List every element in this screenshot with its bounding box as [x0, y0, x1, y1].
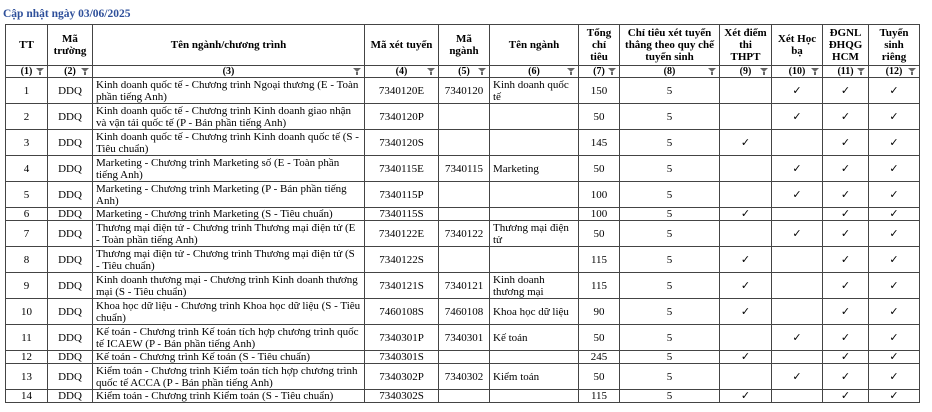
header-major-name: Tên ngành: [490, 25, 579, 66]
program-name-cell: Kế toán - Chương trình Kế toán tích hợp chương trình quốc tế ICAEW (P - Bán phần tiếng Anh): [93, 325, 365, 351]
header-dgnl: ĐGNL ĐHQG HCM: [823, 25, 869, 66]
rieng-cell: [869, 364, 920, 390]
column-number-label: (7): [593, 66, 605, 77]
check-mark-icon: ✓: [840, 330, 851, 344]
column-number-label: (6): [528, 66, 540, 77]
check-mark-icon: ✓: [840, 389, 851, 402]
check-mark-icon: ✓: [740, 389, 751, 402]
column-number-12: [869, 66, 920, 78]
check-mark-icon: ✓: [792, 330, 802, 344]
admission-code-cell: 7340122E: [365, 221, 439, 247]
check-mark-icon: ✓: [840, 135, 851, 149]
major-name-cell: [490, 247, 579, 273]
direct-quota-cell: 5: [620, 78, 720, 104]
total-quota-cell: 115: [579, 273, 620, 299]
filter-icon[interactable]: [567, 68, 575, 75]
header-tt: TT: [6, 25, 48, 66]
thpt-cell: [720, 182, 772, 208]
rieng-cell: [869, 221, 920, 247]
header-thpt: Xét điểm thi THPT: [720, 25, 772, 66]
hocba-cell: [772, 351, 823, 364]
filter-icon[interactable]: [608, 68, 616, 75]
admission-code-cell: 7340301P: [365, 325, 439, 351]
check-mark-icon: ✓: [840, 187, 851, 201]
total-quota-cell: 100: [579, 182, 620, 208]
hocba-cell: [772, 182, 823, 208]
rieng-cell: [869, 182, 920, 208]
check-mark-icon: ✓: [889, 207, 899, 220]
check-mark-icon: ✓: [792, 226, 802, 240]
major-code-cell: [439, 247, 490, 273]
program-name-cell: Kiểm toán - Chương trình Kiểm toán tích hợp chương trình quốc tế ACCA (P - Bán phần tiếng Anh): [93, 364, 365, 390]
direct-quota-cell: 5: [620, 208, 720, 221]
check-mark-icon: ✓: [889, 135, 899, 149]
admission-code-cell: 7340302S: [365, 390, 439, 403]
column-number-label: (4): [395, 66, 408, 77]
table-row: [6, 78, 920, 104]
table-row: [6, 156, 920, 182]
major-code-cell: 7340302: [439, 364, 490, 390]
direct-quota-cell: 5: [620, 351, 720, 364]
direct-quota-cell: 5: [620, 390, 720, 403]
major-code-cell: [439, 130, 490, 156]
dgnl-cell: [823, 156, 869, 182]
row-number-cell: 6: [6, 208, 48, 221]
thpt-cell: [720, 325, 772, 351]
school-code-cell: DDQ: [48, 390, 93, 403]
dgnl-cell: [823, 351, 869, 364]
total-quota-cell: 100: [579, 208, 620, 221]
direct-quota-cell: 5: [620, 130, 720, 156]
column-number-6: [490, 66, 579, 78]
column-number-1: [6, 66, 48, 78]
row-number-cell: 3: [6, 130, 48, 156]
major-code-cell: [439, 390, 490, 403]
major-code-cell: [439, 182, 490, 208]
program-name-cell: Khoa học dữ liệu - Chương trình Khoa học dữ liệu (S - Tiêu chuẩn): [93, 299, 365, 325]
admission-code-cell: 7340120P: [365, 104, 439, 130]
total-quota-cell: 50: [579, 104, 620, 130]
check-mark-icon: ✓: [840, 109, 851, 123]
hocba-cell: [772, 364, 823, 390]
check-mark-icon: ✓: [889, 389, 899, 402]
column-number-label: (2): [64, 66, 76, 77]
hocba-cell: [772, 221, 823, 247]
check-mark-icon: ✓: [889, 83, 899, 97]
thpt-cell: [720, 221, 772, 247]
school-code-cell: DDQ: [48, 208, 93, 221]
hocba-cell: [772, 130, 823, 156]
column-number-label: (11): [837, 66, 854, 77]
column-number-label: (5): [458, 66, 470, 77]
dgnl-cell: [823, 78, 869, 104]
major-name-cell: Khoa học dữ liệu: [490, 299, 579, 325]
header-total-quota: Tổng chỉ tiêu: [579, 25, 620, 66]
program-name-cell: Kế toán - Chương trình Kế toán (S - Tiêu chuẩn): [93, 351, 365, 364]
rieng-cell: [869, 156, 920, 182]
check-mark-icon: ✓: [740, 207, 751, 220]
row-number-cell: 4: [6, 156, 48, 182]
thpt-cell: [720, 208, 772, 221]
school-code-cell: DDQ: [48, 130, 93, 156]
check-mark-icon: ✓: [889, 161, 899, 175]
program-name-cell: Kinh doanh quốc tế - Chương trình Ngoại thương (E - Toàn phần tiếng Anh): [93, 78, 365, 104]
direct-quota-cell: 5: [620, 247, 720, 273]
check-mark-icon: ✓: [840, 161, 851, 175]
rieng-cell: [869, 78, 920, 104]
table-row: [6, 104, 920, 130]
check-mark-icon: ✓: [792, 109, 802, 123]
header-tuyen-sinh-rieng: Tuyển sinh riêng: [869, 25, 920, 66]
major-code-cell: 7340121: [439, 273, 490, 299]
table-row: [6, 390, 920, 403]
direct-quota-cell: 5: [620, 104, 720, 130]
school-code-cell: DDQ: [48, 156, 93, 182]
thpt-cell: [720, 104, 772, 130]
filter-icon[interactable]: [81, 68, 89, 75]
total-quota-cell: 245: [579, 351, 620, 364]
filter-icon[interactable]: [811, 68, 819, 75]
thpt-cell: [720, 390, 772, 403]
admission-code-cell: 7340302P: [365, 364, 439, 390]
direct-quota-cell: 5: [620, 221, 720, 247]
admissions-table: [5, 24, 920, 403]
total-quota-cell: 150: [579, 78, 620, 104]
total-quota-cell: 145: [579, 130, 620, 156]
major-name-cell: Marketing: [490, 156, 579, 182]
major-code-cell: [439, 104, 490, 130]
check-mark-icon: ✓: [840, 278, 851, 292]
check-mark-icon: ✓: [792, 369, 802, 383]
row-number-cell: 8: [6, 247, 48, 273]
hocba-cell: [772, 299, 823, 325]
check-mark-icon: ✓: [740, 350, 751, 363]
rieng-cell: [869, 130, 920, 156]
check-mark-icon: ✓: [889, 330, 899, 344]
check-mark-icon: ✓: [740, 278, 751, 292]
header-direct-quota: Chỉ tiêu xét tuyển thẳng theo quy chế tuyển sinh: [620, 25, 720, 66]
column-number-label: (12): [885, 66, 903, 77]
direct-quota-cell: 5: [620, 182, 720, 208]
hocba-cell: [772, 104, 823, 130]
hocba-cell: [772, 208, 823, 221]
table-row: [6, 247, 920, 273]
total-quota-cell: 115: [579, 390, 620, 403]
filter-icon[interactable]: [760, 68, 768, 75]
check-mark-icon: ✓: [889, 369, 899, 383]
hocba-cell: [772, 273, 823, 299]
rieng-cell: [869, 208, 920, 221]
table-row: [6, 364, 920, 390]
hocba-cell: [772, 325, 823, 351]
admission-code-cell: 7340120S: [365, 130, 439, 156]
check-mark-icon: ✓: [840, 350, 851, 363]
rieng-cell: [869, 390, 920, 403]
total-quota-cell: 50: [579, 156, 620, 182]
check-mark-icon: ✓: [840, 252, 851, 266]
school-code-cell: DDQ: [48, 104, 93, 130]
header-admission-code: Mã xét tuyển: [365, 25, 439, 66]
column-number-label: (9): [739, 66, 752, 77]
header-school-code: Mã trường: [48, 25, 93, 66]
major-code-cell: [439, 208, 490, 221]
column-number-7: [579, 66, 620, 78]
major-name-cell: Kế toán: [490, 325, 579, 351]
major-code-cell: 7340120: [439, 78, 490, 104]
dgnl-cell: [823, 364, 869, 390]
check-mark-icon: ✓: [889, 109, 899, 123]
school-code-cell: DDQ: [48, 325, 93, 351]
direct-quota-cell: 5: [620, 325, 720, 351]
total-quota-cell: 115: [579, 247, 620, 273]
check-mark-icon: ✓: [840, 304, 851, 318]
admission-code-cell: 7340301S: [365, 351, 439, 364]
program-name-cell: Marketing - Chương trình Marketing (S - Tiêu chuẩn): [93, 208, 365, 221]
program-name-cell: Kiểm toán - Chương trình Kiểm toán (S - Tiêu chuẩn): [93, 390, 365, 403]
program-name-cell: Marketing - Chương trình Marketing (P - Bán phần tiếng Anh): [93, 182, 365, 208]
check-mark-icon: ✓: [792, 83, 802, 97]
check-mark-icon: ✓: [740, 304, 751, 318]
row-number-cell: 1: [6, 78, 48, 104]
row-number-cell: 13: [6, 364, 48, 390]
rieng-cell: [869, 351, 920, 364]
check-mark-icon: ✓: [840, 369, 851, 383]
admission-code-cell: 7340115E: [365, 156, 439, 182]
table-row: [6, 351, 920, 364]
program-name-cell: Kinh doanh thương mại - Chương trình Kinh doanh thương mại (S - Tiêu chuẩn): [93, 273, 365, 299]
thpt-cell: [720, 364, 772, 390]
major-name-cell: [490, 390, 579, 403]
major-code-cell: 7340301: [439, 325, 490, 351]
check-mark-icon: ✓: [889, 304, 899, 318]
check-mark-icon: ✓: [889, 226, 899, 240]
school-code-cell: DDQ: [48, 78, 93, 104]
column-number-label: (8): [663, 66, 676, 77]
admission-code-cell: 7340115S: [365, 208, 439, 221]
school-code-cell: DDQ: [48, 351, 93, 364]
admission-code-cell: 7460108S: [365, 299, 439, 325]
column-number-5: [439, 66, 490, 78]
program-name-cell: Kinh doanh quốc tế - Chương trình Kinh doanh giao nhận và vận tải quốc tế (P - Bán phần tiếng Anh): [93, 104, 365, 130]
dgnl-cell: [823, 104, 869, 130]
admission-code-cell: 7340120E: [365, 78, 439, 104]
thpt-cell: [720, 156, 772, 182]
column-number-8: [620, 66, 720, 78]
check-mark-icon: ✓: [889, 252, 899, 266]
filter-icon[interactable]: [478, 68, 486, 75]
row-number-cell: 12: [6, 351, 48, 364]
check-mark-icon: ✓: [889, 187, 899, 201]
school-code-cell: DDQ: [48, 221, 93, 247]
check-mark-icon: ✓: [792, 161, 802, 175]
table-row: [6, 130, 920, 156]
rieng-cell: [869, 299, 920, 325]
check-mark-icon: ✓: [792, 187, 802, 201]
column-number-9: [720, 66, 772, 78]
major-name-cell: Kinh doanh quốc tế: [490, 78, 579, 104]
thpt-cell: [720, 247, 772, 273]
major-name-cell: Kiểm toán: [490, 364, 579, 390]
table-row: [6, 299, 920, 325]
major-name-cell: [490, 208, 579, 221]
major-name-cell: Thương mại điện tử: [490, 221, 579, 247]
major-code-cell: 7340115: [439, 156, 490, 182]
program-name-cell: Thương mại điện tử - Chương trình Thương mại điện tử (E - Toàn phần tiếng Anh): [93, 221, 365, 247]
row-number-cell: 11: [6, 325, 48, 351]
school-code-cell: DDQ: [48, 364, 93, 390]
major-name-cell: [490, 351, 579, 364]
major-code-cell: 7460108: [439, 299, 490, 325]
school-code-cell: DDQ: [48, 247, 93, 273]
thpt-cell: [720, 351, 772, 364]
direct-quota-cell: 5: [620, 156, 720, 182]
header-major-code: Mã ngành: [439, 25, 490, 66]
program-name-cell: Marketing - Chương trình Marketing số (E - Toàn phần tiếng Anh): [93, 156, 365, 182]
row-number-cell: 7: [6, 221, 48, 247]
dgnl-cell: [823, 299, 869, 325]
thpt-cell: [720, 78, 772, 104]
column-number-11: [823, 66, 869, 78]
major-code-cell: 7340122: [439, 221, 490, 247]
dgnl-cell: [823, 130, 869, 156]
hocba-cell: [772, 156, 823, 182]
filter-icon[interactable]: [708, 68, 716, 75]
program-name-cell: Thương mại điện tử - Chương trình Thương mại điện tử (S - Tiêu chuẩn): [93, 247, 365, 273]
dgnl-cell: [823, 273, 869, 299]
filter-icon[interactable]: [908, 68, 916, 75]
filter-icon[interactable]: [857, 68, 865, 75]
major-name-cell: [490, 182, 579, 208]
check-mark-icon: ✓: [840, 226, 851, 240]
table-row: [6, 273, 920, 299]
check-mark-icon: ✓: [840, 83, 851, 97]
dgnl-cell: [823, 390, 869, 403]
major-code-cell: [439, 351, 490, 364]
check-mark-icon: ✓: [740, 135, 751, 149]
row-number-cell: 9: [6, 273, 48, 299]
row-number-cell: 5: [6, 182, 48, 208]
column-number-row: [6, 66, 920, 78]
direct-quota-cell: 5: [620, 273, 720, 299]
update-date-label: Cập nhật ngày 03/06/2025: [3, 8, 131, 20]
direct-quota-cell: 5: [620, 364, 720, 390]
admission-code-cell: 7340122S: [365, 247, 439, 273]
program-name-cell: Kinh doanh quốc tế - Chương trình Kinh doanh quốc tế (S - Tiêu chuẩn): [93, 130, 365, 156]
school-code-cell: DDQ: [48, 182, 93, 208]
table-row: [6, 208, 920, 221]
column-number-label: (1): [20, 66, 33, 77]
hocba-cell: [772, 390, 823, 403]
row-number-cell: 10: [6, 299, 48, 325]
major-name-cell: Kinh doanh thương mại: [490, 273, 579, 299]
column-number-3: [93, 66, 365, 78]
admission-code-cell: 7340121S: [365, 273, 439, 299]
dgnl-cell: [823, 182, 869, 208]
school-code-cell: DDQ: [48, 299, 93, 325]
rieng-cell: [869, 247, 920, 273]
filter-icon[interactable]: [353, 68, 361, 75]
total-quota-cell: 50: [579, 325, 620, 351]
header-row: [6, 25, 920, 66]
column-number-label: (3): [222, 66, 235, 77]
dgnl-cell: [823, 325, 869, 351]
check-mark-icon: ✓: [889, 350, 899, 363]
rieng-cell: [869, 273, 920, 299]
admission-code-cell: 7340115P: [365, 182, 439, 208]
row-number-cell: 14: [6, 390, 48, 403]
column-number-4: [365, 66, 439, 78]
dgnl-cell: [823, 247, 869, 273]
check-mark-icon: ✓: [889, 278, 899, 292]
school-code-cell: DDQ: [48, 273, 93, 299]
thpt-cell: [720, 130, 772, 156]
header-hoc-ba: Xét Học bạ: [772, 25, 823, 66]
hocba-cell: [772, 78, 823, 104]
major-name-cell: [490, 130, 579, 156]
rieng-cell: [869, 325, 920, 351]
column-number-label: (10): [788, 66, 806, 77]
hocba-cell: [772, 247, 823, 273]
thpt-cell: [720, 299, 772, 325]
thpt-cell: [720, 273, 772, 299]
table-row: [6, 182, 920, 208]
total-quota-cell: 50: [579, 364, 620, 390]
table-row: [6, 221, 920, 247]
row-number-cell: 2: [6, 104, 48, 130]
total-quota-cell: 50: [579, 221, 620, 247]
column-number-10: [772, 66, 823, 78]
filter-icon[interactable]: [427, 68, 435, 75]
major-name-cell: [490, 104, 579, 130]
check-mark-icon: ✓: [740, 252, 751, 266]
header-program: Tên ngành/chương trình: [93, 25, 365, 66]
total-quota-cell: 90: [579, 299, 620, 325]
table-row: [6, 325, 920, 351]
direct-quota-cell: 5: [620, 299, 720, 325]
filter-icon[interactable]: [36, 68, 44, 75]
dgnl-cell: [823, 221, 869, 247]
rieng-cell: [869, 104, 920, 130]
dgnl-cell: [823, 208, 869, 221]
column-number-2: [48, 66, 93, 78]
check-mark-icon: ✓: [840, 207, 851, 220]
